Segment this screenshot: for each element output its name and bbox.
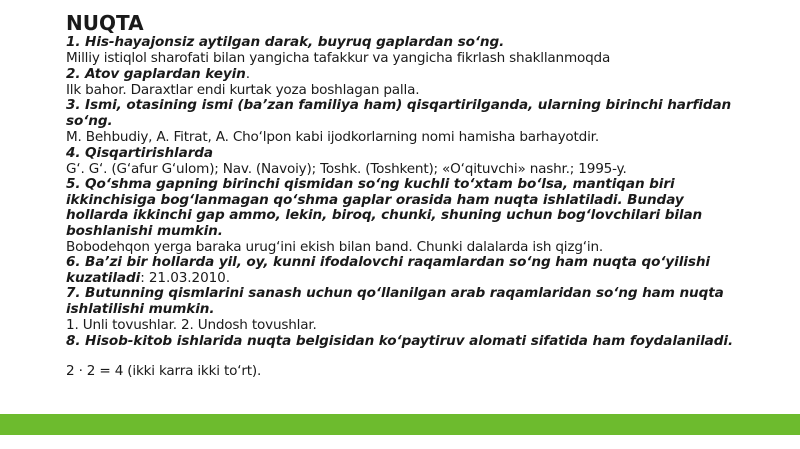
rule-2-text: 2. Atov gaplardan keyin <box>66 66 246 82</box>
rule-3-line-1: 3. Ismi, otasining ismi (ba’zan familiya ham) qisqartirilganda, ularning birinchi harfidan <box>66 97 732 113</box>
rule-2-suffix: . <box>245 66 250 82</box>
example-5: Bobodehqon yerga baraka urug‘ini ekish bilan band. Chunki dalalarda ish qizg‘in. <box>66 239 603 255</box>
slide-content <box>66 12 742 379</box>
rule-5-line-3: hollarda ikkinchi gap ammo, lekin, biroq, chunki, shuning uchun bog‘lovchilari bilan <box>66 207 703 223</box>
rule-7-line-1: 7. Butunning qismlarini sanash uchun qo‘llanilgan arab raqamlaridan so‘ng ham nuqta <box>66 285 724 301</box>
rule-3-line-2: so‘ng. <box>66 112 113 129</box>
rule-5-line-2: ikkinchisiga bog‘lanmagan qo‘shma gaplar orasida ham nuqta ishlatiladi. Bunday <box>66 191 684 208</box>
rule-6-last: kuzatiladi <box>66 269 141 286</box>
rule-8: 8. Hisob-kitob ishlarida nuqta belgisidan ko‘paytiruv alomati sifatida ham foydalaniladi. <box>66 333 734 349</box>
rule-7-line-2: ishlatilishi mumkin. <box>66 300 215 317</box>
rule-6-date: : 21.03.2010. <box>140 269 230 286</box>
rule-2 <box>66 66 742 82</box>
footer-bottom-strip <box>0 435 800 449</box>
example-2: Ilk bahor. Daraxtlar endi kurtak yoza boshlagan palla. <box>66 82 420 98</box>
rule-1: 1. His-hayajonsiz aytilgan darak, buyruq gaplardan so‘ng. <box>66 34 505 50</box>
example-1: Milliy istiqlol sharofati bilan yangicha tafakkur va yangicha fikrlash shakllanmoqda <box>66 50 611 66</box>
footer-green-band <box>0 414 800 435</box>
rule-5-line-1: 5. Qo‘shma gapning birinchi qismidan so‘ng kuchli to‘xtam bo‘lsa, mantiqan biri <box>66 176 675 192</box>
example-3: M. Behbudiy, A. Fitrat, A. Cho‘lpon kabi ijodkorlarning nomi hamisha barhayotdir. <box>66 129 599 145</box>
example-8: 2 · 2 = 4 (ikki karra ikki to‘rt). <box>66 363 262 379</box>
spacer <box>66 349 742 363</box>
rule-4: 4. Qisqartirishlarda <box>66 145 214 161</box>
rule-6-line-2 <box>66 271 742 287</box>
rule-6-line-1: 6. Ba’zi bir hollarda yil, oy, kunni ifodalovchi raqamlardan so‘ng ham nuqta qo‘yilishi <box>66 254 710 270</box>
example-4: G‘. G‘. (G‘afur G‘ulom); Nav. (Navoiy); Toshk. (Toshkent); «O‘qituvchi» nashr.; 1995-y. <box>66 161 627 177</box>
rule-5-line-4: boshlanishi mumkin. <box>66 222 223 239</box>
slide-title: NUQTA <box>66 11 144 35</box>
example-7: 1. Unli tovushlar. 2. Undosh tovushlar. <box>66 317 317 333</box>
